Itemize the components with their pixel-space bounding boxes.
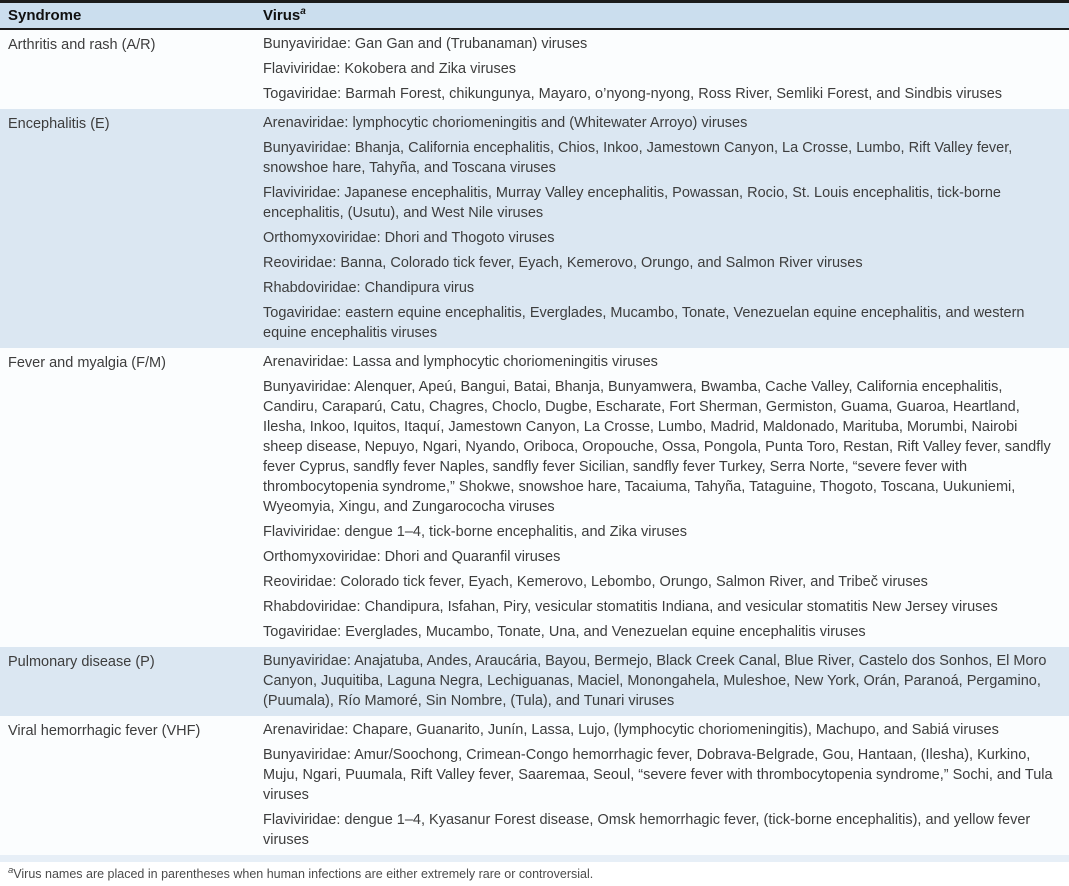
virus-entry: Togaviridae: eastern equine encephalitis, Everglades, Mucambo, Tonate, Venezuelan equine encephalitis, and western equine encephalitis viruses xyxy=(263,305,1025,341)
syndrome-cell: Arthritis and rash (A/R) xyxy=(8,37,156,53)
virus-entry: Arenaviridae: lymphocytic choriomeningitis and (Whitewater Arroyo) viruses xyxy=(263,115,748,131)
virus-cell xyxy=(263,649,1069,714)
virus-entry: Arenaviridae: Chapare, Guanarito, Junín, Lassa, Lujo, (lymphocytic choriomeningitis), Machupo, and Sabiá viruses xyxy=(263,722,999,738)
virus-entry: Togaviridae: Everglades, Mucambo, Tonate, Una, and Venezuelan equine encephalitis viruses xyxy=(263,624,866,640)
column-header-virus xyxy=(263,7,1069,25)
virus-entry: Reoviridae: Colorado tick fever, Eyach, Kemerovo, Lebombo, Orungo, Salmon River, and Tribeč viruses xyxy=(263,574,928,590)
virus-entry: Orthomyxoviridae: Dhori and Thogoto viruses xyxy=(263,230,555,246)
virus-header-label: Virus xyxy=(263,7,301,24)
virus-entry: Bunyaviridae: Bhanja, California encephalitis, Chios, Inkoo, Jamestown Canyon, La Crosse, Lumbo, Rift Valley fever, snowshoe hare, Tahyña, and Toscana viruses xyxy=(263,140,1013,176)
virus-entry: Flaviviridae: dengue 1–4, Kyasanur Forest disease, Omsk hemorrhagic fever, (tick-borne encephalitis), and yellow fever viruses xyxy=(263,812,1031,848)
syndrome-cell: Pulmonary disease (P) xyxy=(8,654,155,670)
syndrome-cell: Viral hemorrhagic fever (VHF) xyxy=(8,723,201,739)
table-bottom-band xyxy=(0,855,1069,862)
syndrome-cell: Fever and myalgia (F/M) xyxy=(8,355,166,371)
virus-entry: Bunyaviridae: Gan Gan and (Trubanaman) viruses xyxy=(263,36,588,52)
virus-cell xyxy=(263,718,1069,853)
virus-entry: Flaviviridae: Japanese encephalitis, Murray Valley encephalitis, Powassan, Rocio, St. Louis encephalitis, tick-borne encephalitis, (Usutu), and West Nile viruses xyxy=(263,185,1001,221)
virus-header-footnote-marker: a xyxy=(300,6,306,17)
table-row-fever-and-myalgia xyxy=(0,348,1069,647)
virus-entry: Togaviridae: Barmah Forest, chikungunya, Mayaro, o’nyong-nyong, Ross River, Semliki Forest, and Sindbis viruses xyxy=(263,86,1003,102)
syndrome-cell: Encephalitis (E) xyxy=(8,116,110,132)
virus-cell xyxy=(263,350,1069,645)
virus-cell xyxy=(263,111,1069,346)
table-row-pulmonary-disease xyxy=(0,647,1069,716)
virus-entry: Flaviviridae: Kokobera and Zika viruses xyxy=(263,61,517,77)
table-row-encephalitis xyxy=(0,109,1069,348)
footnote-text: Virus names are placed in parentheses when human infections are either extremely rare or controversial. xyxy=(13,867,594,881)
table-footnote xyxy=(0,862,1069,886)
virus-entry: Rhabdoviridae: Chandipura virus xyxy=(263,280,475,296)
table-row-viral-hemorrhagic-fever xyxy=(0,716,1069,855)
virus-entry: Bunyaviridae: Anajatuba, Andes, Araucária, Bayou, Bermejo, Black Creek Canal, Blue River, Castelo dos Sonhos, El Moro Canyon, Juquitiba, Laguna Negra, Lechiguanas, Maciel, Monongahela, Muleshoe, New York, Orán, Paranoá, Pergamino, (Puumala), Río Mamoré, Sin Nombre, (Tula), and Tunari viruses xyxy=(263,653,1047,709)
virus-cell xyxy=(263,32,1069,107)
virus-entry: Arenaviridae: Lassa and lymphocytic choriomeningitis viruses xyxy=(263,354,658,370)
column-header-syndrome: Syndrome xyxy=(8,7,82,24)
virus-entry: Rhabdoviridae: Chandipura, Isfahan, Piry, vesicular stomatitis Indiana, and vesicular stomatitis New Jersey viruses xyxy=(263,599,998,615)
virus-entry: Orthomyxoviridae: Dhori and Quaranfil viruses xyxy=(263,549,561,565)
footnote-marker: a xyxy=(8,864,14,876)
table-row-arthritis-and-rash xyxy=(0,30,1069,109)
virus-entry: Bunyaviridae: Alenquer, Apeú, Bangui, Batai, Bhanja, Bunyamwera, Bwamba, Cache Valley, California encephalitis, Candiru, Caraparú, Catu, Chagres, Choclo, Dugbe, Escharate, Fort Sherman, Germiston, Guama, Guaroa, Heartland, Ilesha, Inkoo, Iquitos, Itaquí, Jamestown Canyon, La Crosse, Lumbo, Madrid, Maldonado, Marituba, Morumbi, Nairobi sheep disease, Nepuyo, Ngari, Nyando, Oriboca, Oropouche, Ossa, Pongola, Punta Toro, Restan, Rift Valley fever, sandfly fever Cyprus, sandfly fever Naples, sandfly fever Sicilian, sandfly fever Turkey, Serra Norte, “severe fever with thrombocytopenia syndrome,” Shokwe, snowshoe hare, Tacaiuma, Tahyña, Tataguine, Thogoto, Toscana, Uukuniemi, Wyeomyia, Xingu, and Zungarococha viruses xyxy=(263,379,1051,515)
table-header-row xyxy=(0,3,1069,30)
virus-entry: Reoviridae: Banna, Colorado tick fever, Eyach, Kemerovo, Orungo, and Salmon River viruses xyxy=(263,255,863,271)
virus-entry: Bunyaviridae: Amur/Soochong, Crimean-Congo hemorrhagic fever, Dobrava-Belgrade, Gou, Hantaan, (Ilesha), Kurkino, Muju, Ngari, Puumala, Rift Valley fever, Saaremaa, Seoul, “severe fever with thrombocytopenia syndrome,” Sochi, and Tula viruses xyxy=(263,747,1053,803)
virus-entry: Flaviviridae: dengue 1–4, tick-borne encephalitis, and Zika viruses xyxy=(263,524,687,540)
